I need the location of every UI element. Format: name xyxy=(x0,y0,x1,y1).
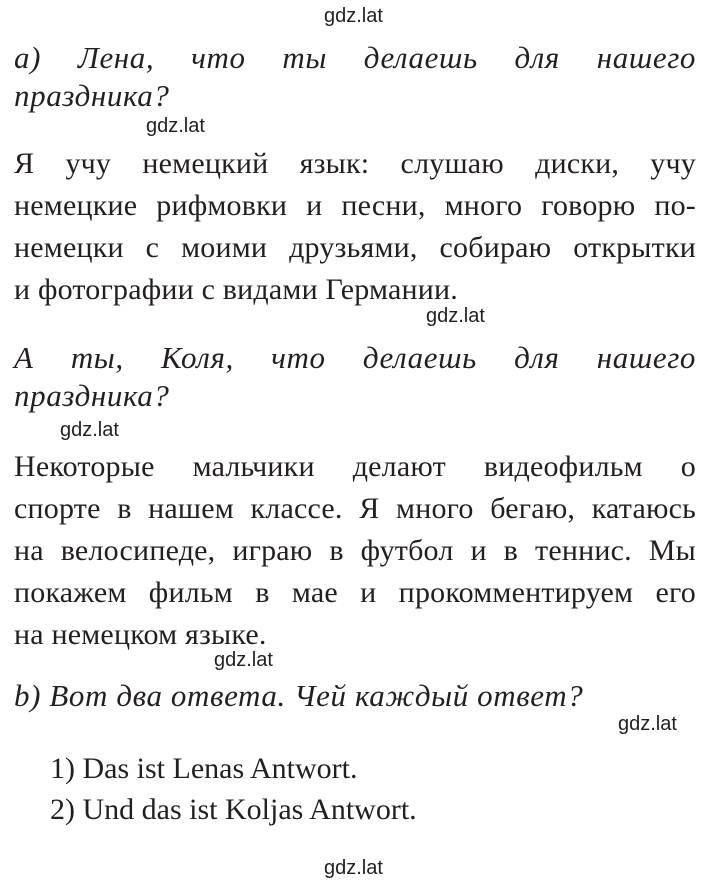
watermark: gdz.lat xyxy=(324,857,383,879)
watermark: gdz.lat xyxy=(146,115,205,137)
watermark: gdz.lat xyxy=(426,305,485,327)
question-kolya-line-2: праздника? xyxy=(14,378,170,413)
answer-kolya-line-3: на велосипеде, играю в футбол и в теннис. Мы xyxy=(14,534,696,567)
watermark: gdz.lat xyxy=(214,649,273,671)
part-b-question: b) Вот два ответа. Чей каждый ответ? xyxy=(14,678,584,713)
answer-kolya-line-5: на немецком языке. xyxy=(14,618,267,651)
watermark: gdz.lat xyxy=(618,713,677,735)
watermark: gdz.lat xyxy=(60,419,119,441)
answer-kolya-line-2: спорте в нашем классе. Я много бегаю, катаюсь xyxy=(14,492,696,525)
answer-lena-line-1: Я учу немецкий язык: слушаю диски, учу xyxy=(14,147,696,180)
answer-lena-line-2: немецкие рифмовки и песни, много говорю по- xyxy=(14,189,696,222)
question-lena-line-2: праздника? xyxy=(14,78,170,113)
question-kolya-line-1: А ты, Коля, что делаешь для нашего xyxy=(14,340,696,375)
answer-lena-line-3: немецки с моими друзьями, собираю открытки xyxy=(14,231,696,264)
question-lena-line-1: а) Лена, что ты делаешь для нашего xyxy=(14,40,696,75)
answer-kolya-line-1: Некоторые мальчики делают видеофильм о xyxy=(14,450,696,483)
answer-kolya-line-4: покажем фильм в мае и прокомментируем его xyxy=(14,576,696,609)
watermark: gdz.lat xyxy=(324,5,383,27)
answer-lena-line-4: и фотографии с видами Германии. xyxy=(14,273,459,306)
part-b-answer-2: 2) Und das ist Koljas Antwort. xyxy=(50,793,417,826)
part-b-answer-1: 1) Das ist Lenas Antwort. xyxy=(50,752,358,785)
